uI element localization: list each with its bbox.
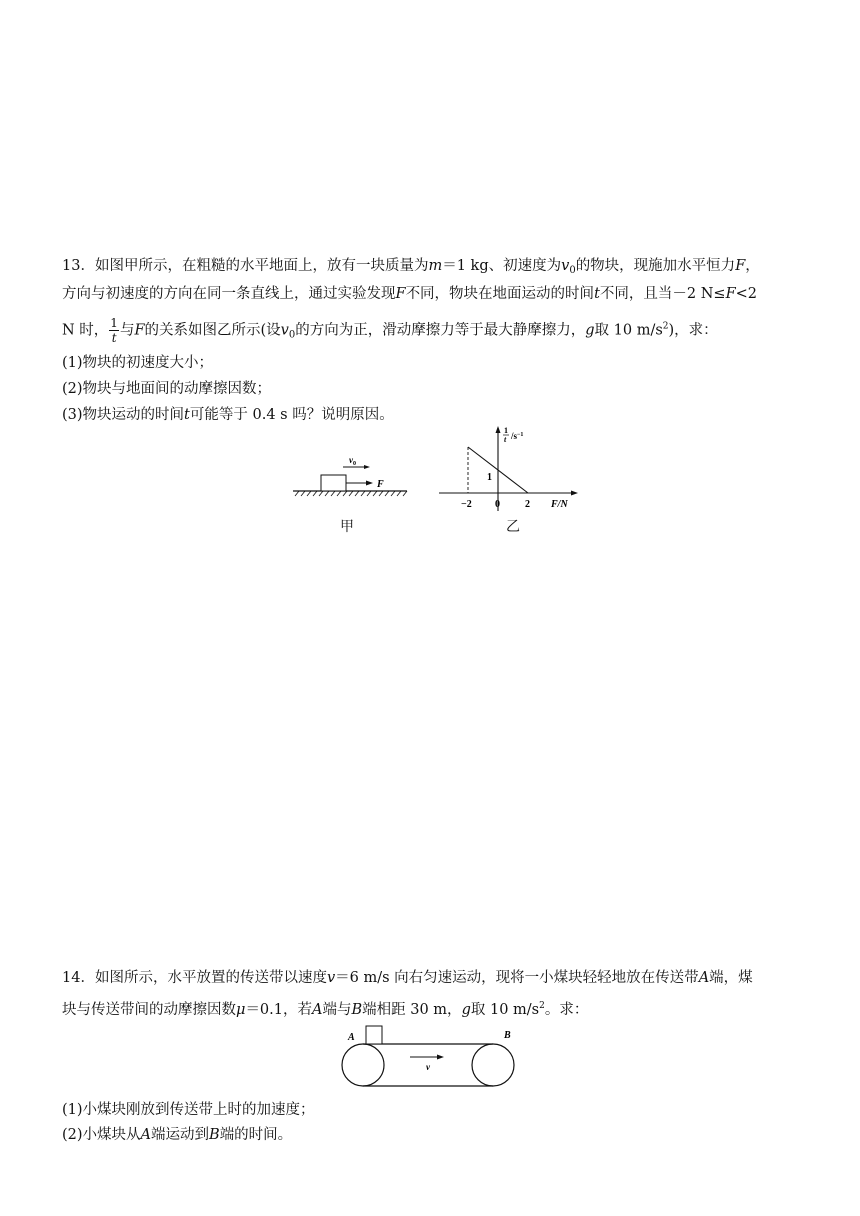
text-run: v (561, 258, 570, 274)
text-run: A (698, 970, 710, 986)
text-run: 与 (119, 322, 135, 339)
text-run: 2 (539, 1001, 545, 1011)
text-run: 端运动到 (151, 1127, 210, 1143)
q14-line4 (62, 1125, 292, 1145)
text-run: 端与 (322, 1002, 352, 1018)
q14-line2 (62, 996, 588, 1020)
text-run: g (461, 1002, 471, 1018)
text-run: t (184, 407, 190, 423)
caption-jia: 甲 (340, 519, 354, 535)
text-run: ＝0.1，若 (245, 1002, 312, 1018)
text-run: B (351, 1002, 363, 1018)
value-label-1: 1 (487, 472, 492, 483)
text-run: 端，煤 (709, 970, 753, 986)
text-run: ＝1 kg、初速度为 (442, 258, 562, 274)
q13-line5 (62, 379, 271, 399)
text-run: 的物块，现施加水平恒力 (575, 258, 736, 274)
text-run: 端的时间。 (219, 1127, 293, 1143)
text-run: ＝6 m/s 向右匀速运动，现将一小煤块轻轻地放在传送带 (335, 970, 699, 986)
q13-line1 (62, 256, 760, 281)
text-run: (1)小煤块刚放到传送带上时的加速度； (62, 1102, 315, 1118)
text-run: v (326, 970, 336, 986)
figure-yi (435, 423, 585, 515)
text-run: )，求： (668, 322, 718, 339)
text-run: m (428, 258, 443, 274)
text-run: (2)小煤块从 (62, 1127, 141, 1143)
text-run: 2 (662, 321, 669, 332)
tick-2: 2 (525, 499, 530, 510)
x-axis-label: F/N (551, 499, 568, 510)
q13-line3 (62, 316, 718, 346)
text-run: 的方向为正，滑动摩擦力等于最大静摩擦力， (295, 322, 586, 339)
text-run: t (594, 286, 600, 302)
coal-block (366, 1026, 382, 1044)
text-run: 块与传送带间的动摩擦因数 (62, 1002, 236, 1018)
label-b: B (504, 1030, 511, 1041)
left-pulley (342, 1044, 384, 1086)
text-run: F (395, 286, 406, 302)
caption-yi: 乙 (506, 519, 520, 535)
text-run: A (312, 1002, 323, 1018)
text-run: 0 (569, 265, 576, 276)
velocity-label: $v_0$ (349, 455, 356, 467)
text-run: ， (745, 258, 760, 274)
text-run: <2 (735, 286, 757, 302)
figure-jia (285, 448, 415, 508)
text-run: 。求： (544, 1002, 589, 1018)
ground-hatching (295, 491, 407, 496)
text-run: F (725, 286, 736, 302)
text-run: A (140, 1127, 152, 1143)
text-run: B (209, 1127, 220, 1143)
text-run: v (280, 322, 289, 339)
text-run: 端相距 30 m， (362, 1002, 462, 1018)
tick-0: 0 (495, 499, 500, 510)
text-run: 的关系如图乙所示(设 (144, 322, 281, 339)
label-a: A (348, 1032, 355, 1043)
text-run: 14．如图所示，水平放置的传送带以速度 (62, 970, 327, 986)
q13-line4 (62, 353, 213, 373)
fraction-one-over-t: $\frac{1}{t}$ (110, 316, 118, 345)
y-label-den: t (504, 435, 507, 444)
text-run: (1)物块的初速度大小； (62, 355, 214, 371)
text-run: 可能等于 0.4 s 吗？说明原因。 (189, 407, 394, 423)
text-run: F (735, 258, 746, 274)
text-run: μ (236, 1002, 246, 1018)
text-run: 不同，且当－2 N≤ (599, 286, 726, 302)
belt-velocity-label: v (426, 1062, 430, 1072)
text-run: 不同，物块在地面运动的时间 (405, 286, 595, 302)
text-run: N 时， (62, 322, 109, 339)
y-axis-unit: $/s^{-1}$ (511, 431, 524, 441)
figure-conveyor-belt (338, 1020, 528, 1092)
text-run: g (585, 322, 595, 339)
right-pulley (472, 1044, 514, 1086)
q13-line6 (62, 405, 394, 425)
q14-line1 (62, 968, 753, 988)
text-run: 方向与初速度的方向在同一条直线上，通过实验发现 (62, 286, 396, 302)
text-run: 0 (288, 329, 296, 341)
q14-line3 (62, 1100, 315, 1120)
force-label: F (377, 479, 384, 490)
y-label-num: 1 (504, 426, 508, 435)
text-run: (2)物块与地面间的动摩擦因数； (62, 381, 272, 397)
text-run: (3)物块运动的时间 (62, 407, 185, 423)
text-run: 取 10 m/s (594, 322, 663, 339)
tick-neg2: −2 (461, 499, 472, 510)
text-run: F (134, 322, 145, 339)
block (321, 475, 346, 491)
text-run: 取 10 m/s (470, 1002, 540, 1018)
q13-line2 (62, 284, 757, 304)
text-run: 13．如图甲所示，在粗糙的水平地面上，放有一块质量为 (62, 258, 429, 274)
